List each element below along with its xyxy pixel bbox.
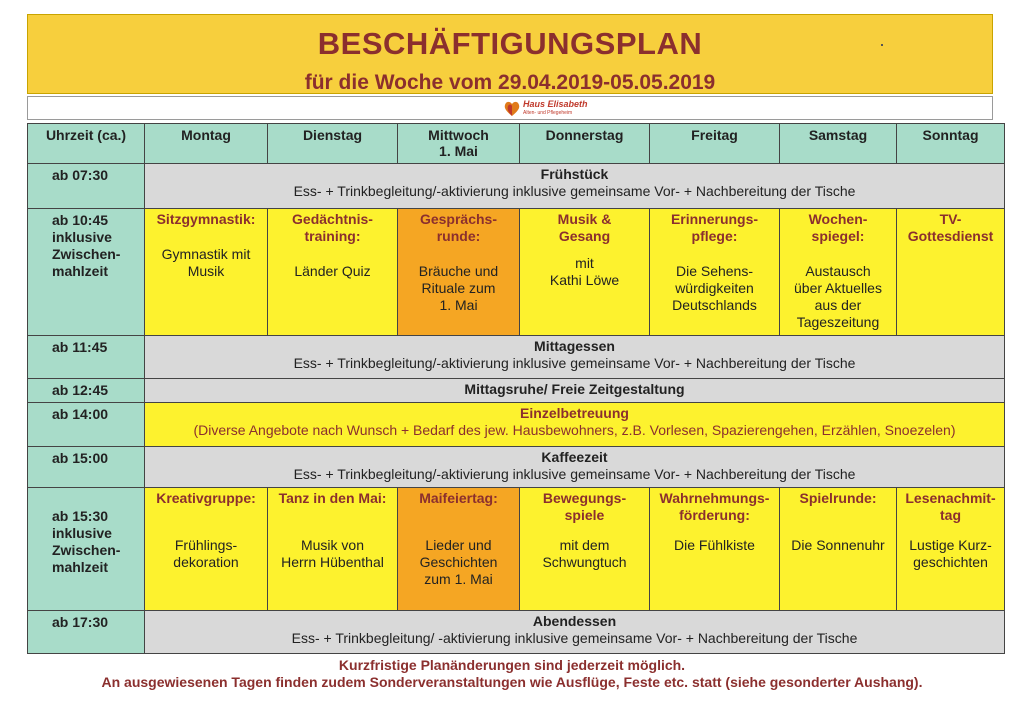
activity-cell-friday: Erinnerungs- pflege: Die Sehens- würdigkeiten Deutschlands bbox=[650, 209, 780, 336]
lunch-title: Mittagessen bbox=[534, 338, 615, 354]
page-title: BESCHÄFTIGUNGSPLAN bbox=[317, 26, 703, 61]
column-header-friday: Freitag bbox=[650, 124, 780, 164]
page-header bbox=[27, 14, 993, 94]
column-header-sunday: Sonntag bbox=[897, 124, 1005, 164]
activity-cell-friday: Wahrnehmungs- förderung: Die Fühlkiste bbox=[650, 488, 780, 611]
dinner-title: Abendessen bbox=[532, 613, 617, 629]
column-header-thursday: Donnerstag bbox=[520, 124, 650, 164]
coffee-title: Kaffeezeit bbox=[541, 449, 608, 465]
footer-note-1: Kurzfristige Planänderungen sind jederzeit möglich. bbox=[338, 657, 686, 673]
column-header-time: Uhrzeit (ca.) bbox=[28, 124, 145, 164]
footer-note-2: An ausgewiesenen Tagen finden zudem Sonderveranstaltungen wie Ausflüge, Feste etc. statt (siehe gesonderter Aushang). bbox=[101, 674, 923, 690]
schedule-table bbox=[27, 123, 1005, 654]
activity-cell-monday: Kreativgruppe: Frühlings- dekoration bbox=[145, 488, 268, 611]
breakfast-title: Frühstück bbox=[540, 166, 609, 182]
activity-cell-sunday: TV- Gottesdienst bbox=[897, 209, 1005, 336]
column-header-saturday: Samstag bbox=[780, 124, 897, 164]
lunch-cell bbox=[145, 336, 1005, 379]
time-cell: ab 12:45 bbox=[28, 379, 145, 403]
row-breakfast bbox=[28, 164, 1005, 209]
time-cell: ab 07:30 bbox=[28, 164, 145, 209]
activity-cell-saturday: Spielrunde: Die Sonnenuhr bbox=[780, 488, 897, 611]
activity-cell-thursday: Bewegungs- spiele mit dem Schwungtuch bbox=[520, 488, 650, 611]
coffee-text: Ess- + Trinkbegleitung/-aktivierung inklusive gemeinsame Vor- + Nachbereitung der Tische bbox=[293, 466, 856, 482]
time-cell: ab 17:30 bbox=[28, 611, 145, 654]
rest-title: Mittagsruhe/ Freie Zeitgestaltung bbox=[464, 381, 685, 397]
time-cell: ab 15:00 bbox=[28, 447, 145, 488]
activity-cell-wednesday: Gesprächs- runde: Bräuche und Rituale zum 1. Mai bbox=[398, 209, 520, 336]
individual-care-cell bbox=[145, 403, 1005, 447]
rest-cell bbox=[145, 379, 1005, 403]
dinner-text: Ess- + Trinkbegleitung/ -aktivierung inklusive gemeinsame Vor- + Nachbereitung der Tische bbox=[291, 630, 858, 646]
page-subtitle: für die Woche vom 29.04.2019-05.05.2019 bbox=[304, 71, 716, 94]
decorative-dot bbox=[881, 44, 883, 46]
time-cell: ab 10:45 inklusive Zwischen- mahlzeit bbox=[28, 209, 145, 336]
row-lunch bbox=[28, 336, 1005, 379]
row-coffee bbox=[28, 447, 1005, 488]
time-cell: ab 11:45 bbox=[28, 336, 145, 379]
row-dinner bbox=[28, 611, 1005, 654]
column-header-tuesday: Dienstag bbox=[268, 124, 398, 164]
row-rest bbox=[28, 379, 1005, 403]
activity-cell-monday: Sitzgymnastik: Gymnastik mit Musik bbox=[145, 209, 268, 336]
row-morning-activities bbox=[28, 209, 1005, 336]
time-cell: ab 15:30 inklusive Zwischen- mahlzeit bbox=[28, 488, 145, 611]
lunch-text: Ess- + Trinkbegleitung/-aktivierung inklusive gemeinsame Vor- + Nachbereitung der Tische bbox=[293, 355, 856, 371]
activity-cell-saturday: Wochen- spiegel: Austausch über Aktuelles aus der Tageszeitung bbox=[780, 209, 897, 336]
individual-care-title: Einzelbetreuung bbox=[520, 405, 629, 421]
column-header-monday: Montag bbox=[145, 124, 268, 164]
activity-cell-wednesday: Maifeiertag: Lieder und Geschichten zum 1. Mai bbox=[398, 488, 520, 611]
individual-care-text: (Diverse Angebote nach Wunsch + Bedarf des jew. Hausbewohners, z.B. Vorlesen, Spazierengehen, Erzählen, Snoezelen) bbox=[193, 422, 956, 438]
row-individual-care bbox=[28, 403, 1005, 447]
row-afternoon-activities bbox=[28, 488, 1005, 611]
activity-cell-tuesday: Gedächtnis- training: Länder Quiz bbox=[268, 209, 398, 336]
heart-logo-icon bbox=[504, 100, 520, 117]
coffee-cell bbox=[145, 447, 1005, 488]
header-row bbox=[28, 124, 1005, 164]
column-header-wednesday: Mittwoch 1. Mai bbox=[398, 124, 520, 164]
activity-cell-sunday: Lesenachmit- tag Lustige Kurz- geschichten bbox=[897, 488, 1005, 611]
dinner-cell bbox=[145, 611, 1005, 654]
time-cell: ab 14:00 bbox=[28, 403, 145, 447]
logo-bar bbox=[27, 96, 993, 120]
breakfast-text: Ess- + Trinkbegleitung/-aktivierung inklusive gemeinsame Vor- + Nachbereitung der Tische bbox=[293, 183, 856, 199]
breakfast-cell bbox=[145, 164, 1005, 209]
activity-cell-tuesday: Tanz in den Mai: Musik von Herrn Hübenthal bbox=[268, 488, 398, 611]
logo-subtitle: Alten- und Pflegeheim bbox=[523, 110, 573, 116]
logo-name: Haus Elisabeth bbox=[523, 99, 588, 109]
activity-cell-thursday: Musik & Gesang mit Kathi Löwe bbox=[520, 209, 650, 336]
